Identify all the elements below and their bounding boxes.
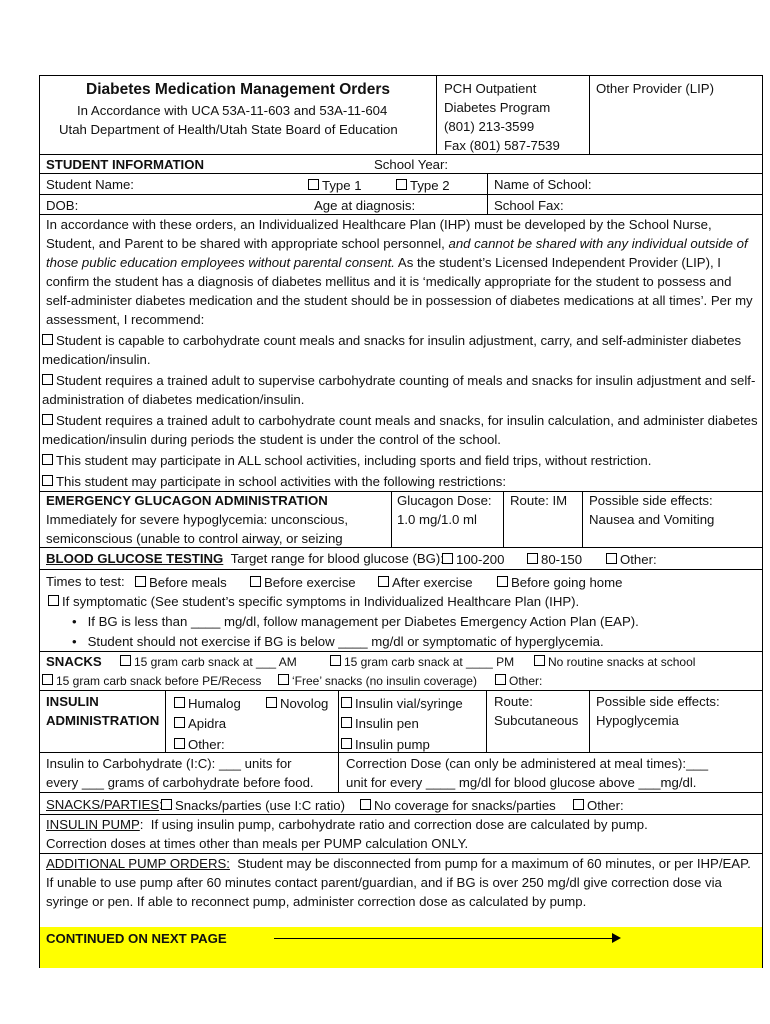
parties-row: SNACKS/PARTIES:	[46, 797, 167, 812]
range-label: Other:	[620, 552, 657, 567]
test-checkbox[interactable]	[497, 576, 508, 587]
divider	[40, 547, 762, 548]
parties-ic-option[interactable]	[161, 796, 345, 815]
type2-option[interactable]	[396, 176, 450, 195]
insulin-type-checkbox[interactable]	[174, 697, 185, 708]
insulin-pump-label: INSULIN PUMP	[46, 817, 140, 832]
snack-label: No routine snacks at school	[548, 655, 696, 669]
pch-line-1: PCH Outpatient	[444, 81, 537, 96]
recommend-option-2[interactable]	[42, 371, 758, 409]
snack-label: 15 gram carb snack before PE/Recess	[56, 674, 262, 688]
insulin-pump-text: If using insulin pump, carbohydrate ratio and correction dose are calculated by pump.	[150, 817, 648, 832]
snack-checkbox[interactable]	[534, 655, 545, 666]
type2-label: Type 2	[410, 178, 450, 193]
parties-checkbox[interactable]	[360, 799, 371, 810]
test-label: Before exercise	[264, 575, 356, 590]
parties-option-label: Other:	[587, 798, 624, 813]
test-checkbox[interactable]	[378, 576, 389, 587]
glucagon-dose: 1.0 mg/1.0 ml	[397, 512, 477, 527]
recommend-option-1[interactable]	[42, 331, 758, 369]
form-subtitle-utah: Utah Department of Health/Utah State Board of Education	[59, 122, 398, 137]
glucagon-route: Route: IM	[510, 493, 568, 508]
snack-am-option[interactable]	[120, 653, 297, 672]
humalog-option[interactable]	[174, 694, 241, 713]
type2-checkbox[interactable]	[396, 179, 407, 190]
option-label: Student is capable to carbohydrate count meals and snacks for insulin adjustment, carry, and self-administer diabetes medication/insulin.	[42, 333, 742, 367]
intro-text-a: In accordance with these orders, an Individualized Healthcare Plan (IHP) must be developed by the School Nurse, Student, and Parent to be shared with appropriate school personnel,	[46, 217, 712, 251]
school-fax-field[interactable]: School Fax:	[494, 198, 564, 213]
divider	[40, 194, 762, 195]
type1-label: Type 1	[322, 178, 362, 193]
vial-option[interactable]	[341, 694, 463, 713]
pch-fax: Fax (801) 587-7539	[444, 138, 560, 153]
snack-label: 15 gram carb snack at ___ AM	[134, 655, 297, 669]
delivery-checkbox[interactable]	[341, 717, 352, 728]
insulin-side-effects: Hypoglycemia	[596, 713, 679, 728]
school-name-field[interactable]: Name of School:	[494, 177, 592, 192]
insulin-type-label: Other:	[188, 737, 225, 752]
range-label: 80-150	[541, 552, 583, 567]
snack-label: 15 gram carb snack at ____ PM	[344, 655, 515, 669]
type1-checkbox[interactable]	[308, 179, 319, 190]
if-symptomatic-option[interactable]	[48, 592, 579, 611]
pch-phone: (801) 213-3599	[444, 119, 535, 134]
delivery-checkbox[interactable]	[341, 697, 352, 708]
divider	[436, 76, 437, 154]
symptomatic-label: If symptomatic (See student’s specific symptoms in Individualized Healthcare Plan (IHP).	[62, 594, 580, 609]
bg-target-label: Target range for blood glucose (BG):	[230, 551, 444, 566]
option-checkbox[interactable]	[42, 475, 53, 486]
glucagon-side-effects: Nausea and Vomiting	[589, 512, 715, 527]
insulin-route-label: Route:	[494, 694, 533, 709]
snack-label: Other:	[509, 674, 543, 688]
additional-pump-label: ADDITIONAL PUMP ORDERS:	[46, 856, 230, 871]
divider	[40, 792, 762, 793]
divider	[486, 690, 487, 752]
student-name-field[interactable]: Student Name:	[46, 177, 134, 192]
dob-field[interactable]: DOB:	[46, 198, 79, 213]
novolog-option[interactable]	[266, 694, 328, 713]
additional-pump-orders	[46, 854, 758, 911]
snack-checkbox[interactable]	[42, 674, 53, 685]
divider	[589, 690, 590, 752]
divider	[165, 690, 166, 752]
insulin-type-label: Novolog	[280, 696, 329, 711]
snack-checkbox[interactable]	[330, 655, 341, 666]
test-before-going-home[interactable]	[497, 573, 622, 592]
ic-ratio-line-1: Insulin to Carbohydrate (I:C): ___ units for	[46, 756, 292, 771]
test-checkbox[interactable]	[135, 576, 146, 587]
correction-dose-line-2: unit for every ____ mg/dl for blood glucose above ___mg/dl.	[346, 775, 697, 790]
option-label: Student requires a trained adult to carbohydrate count meals and snacks, for insulin calculation, and administer diabetes medication/insulin during periods the student is under the control of the school.	[42, 413, 758, 447]
divider	[40, 173, 762, 174]
parties-checkbox[interactable]	[161, 799, 172, 810]
recommend-option-4[interactable]	[42, 451, 758, 470]
divider	[391, 491, 392, 547]
ic-ratio-line-2: every ___ grams of carbohydrate before food.	[46, 775, 314, 790]
test-before-exercise[interactable]	[250, 573, 356, 592]
divider	[338, 690, 339, 752]
insulin-pump-row: INSULIN PUMP: If using insulin pump, carbohydrate ratio and correction dose are calculated by pump.	[46, 817, 648, 832]
intro-paragraph	[46, 215, 758, 329]
delivery-checkbox[interactable]	[341, 738, 352, 749]
option-label: Student requires a trained adult to supervise carbohydrate counting of meals and snacks for insulin adjustment and self-administration of diabetes medication/insulin.	[42, 373, 756, 407]
snacks-heading: SNACKS	[46, 654, 102, 669]
correction-dose-line-1: Correction Dose (can only be administered at meal times):___	[346, 756, 709, 771]
apidra-option[interactable]	[174, 714, 226, 733]
form-subtitle-uca: In Accordance with UCA 53A-11-603 and 53A-11-604	[77, 103, 388, 118]
option-checkbox[interactable]	[42, 454, 53, 465]
option-checkbox[interactable]	[42, 374, 53, 385]
divider	[582, 491, 583, 547]
range-label: 100-200	[456, 552, 505, 567]
bullet-text: If BG is less than ____ mg/dl, follow management per Diabetes Emergency Action Plan (EAP).	[87, 614, 639, 629]
recommend-option-3[interactable]	[42, 411, 758, 449]
snack-checkbox[interactable]	[120, 655, 131, 666]
parties-checkbox[interactable]	[573, 799, 584, 810]
type1-option[interactable]	[308, 176, 362, 195]
snack-pm-option[interactable]	[330, 653, 514, 672]
delivery-label: Insulin vial/syringe	[355, 696, 463, 711]
delivery-label: Insulin pen	[355, 716, 419, 731]
pch-line-2: Diabetes Program	[444, 100, 551, 115]
glucagon-dose-label: Glucagon Dose:	[397, 493, 492, 508]
test-checkbox[interactable]	[250, 576, 261, 587]
option-checkbox[interactable]	[42, 414, 53, 425]
test-before-meals[interactable]	[135, 573, 227, 592]
divider	[40, 651, 762, 652]
intro-text-b: As the student’s Licensed Independent Provider (LIP), I confirm the student has a diagnosis of diabetes mellitus and it is ‘medically appropriate for the student to possess and self-administer diabetes medication and the student should be in possession of diabetes medications at all times’. Per my assessment, I recommend:	[46, 255, 753, 327]
divider	[40, 690, 762, 691]
arrow-line	[274, 938, 614, 939]
continued-label: CONTINUED ON NEXT PAGE	[46, 931, 227, 946]
other-provider-label: Other Provider (LIP)	[596, 81, 714, 96]
insulin-side-effects-label: Possible side effects:	[596, 694, 720, 709]
bg-range-100-200[interactable]	[442, 550, 504, 569]
insulin-type-label: Humalog	[188, 696, 241, 711]
additional-pump-text: Student may be disconnected from pump for a maximum of 60 minutes, or per IHP/EAP. If unable to use pump after 60 minutes contact parent/guardian, and if BG is over 250 mg/dl give correction dose via syringe or pen. If able to reconnect pump, administer correction dose as calculated by pump.	[46, 856, 751, 909]
pen-option[interactable]	[341, 714, 419, 733]
student-info-heading: STUDENT INFORMATION	[46, 157, 204, 172]
insulin-route: Subcutaneous	[494, 713, 579, 728]
arrow-right-icon	[612, 933, 621, 943]
bullet-text: Student should not exercise if BG is below ____ mg/dl or symptomatic of hyperglycemia.	[87, 634, 604, 649]
parties-option-label: Snacks/parties (use I:C ratio)	[175, 798, 346, 813]
parties-option-label: No coverage for snacks/parties	[374, 798, 556, 813]
divider	[589, 76, 590, 154]
range-checkbox[interactable]	[527, 553, 538, 564]
divider	[40, 569, 762, 570]
parties-other-option[interactable]	[573, 796, 624, 815]
snack-pe-option[interactable]	[42, 672, 261, 691]
test-after-exercise[interactable]	[378, 573, 473, 592]
times-to-test-label: Times to test:	[46, 574, 125, 589]
delivery-label: Insulin pump	[355, 737, 430, 752]
insulin-heading-1: INSULIN	[46, 694, 99, 709]
option-checkbox[interactable]	[42, 334, 53, 345]
insulin-type-checkbox[interactable]	[174, 738, 185, 749]
intro-text-italic: and cannot be shared with any individual outside of those public education employees without parental consent.	[46, 236, 748, 270]
snack-checkbox[interactable]	[278, 674, 289, 685]
age-at-diagnosis-field[interactable]: Age at diagnosis:	[314, 198, 416, 213]
glucagon-side-effects-label: Possible side effects:	[589, 493, 713, 508]
no-routine-snacks-option[interactable]	[534, 653, 695, 672]
recommend-option-5[interactable]	[42, 472, 758, 491]
snack-other-option[interactable]	[495, 672, 542, 691]
insulin-type-label: Apidra	[188, 716, 227, 731]
symptomatic-checkbox[interactable]	[48, 595, 59, 606]
bg-bullet-2: • Student should not exercise if BG is below ____ mg/dl or symptomatic of hyperglycemia.	[72, 634, 604, 649]
school-year-field[interactable]: School Year:	[374, 157, 449, 172]
bg-testing-heading: BLOOD GLUCOSE TESTING	[46, 551, 224, 566]
snack-label: ‘Free’ snacks (no insulin coverage)	[292, 674, 477, 688]
test-label: Before going home	[511, 575, 623, 590]
divider	[338, 752, 339, 792]
range-checkbox[interactable]	[606, 553, 617, 564]
range-checkbox[interactable]	[442, 553, 453, 564]
glucagon-desc-1: Immediately for severe hypoglycemia: unconscious,	[46, 512, 348, 527]
test-label: Before meals	[149, 575, 227, 590]
medication-orders-form	[39, 75, 763, 968]
form-title: Diabetes Medication Management Orders	[86, 81, 391, 98]
snack-checkbox[interactable]	[495, 674, 506, 685]
glucagon-desc-2: semiconscious (unable to control airway, or seizing	[46, 531, 343, 546]
insulin-type-checkbox[interactable]	[266, 697, 277, 708]
option-label: This student may participate in ALL school activities, including sports and field trips, without restriction.	[56, 453, 652, 468]
divider	[40, 752, 762, 753]
parties-label: SNACKS/PARTIES	[46, 797, 160, 812]
bg-range-other[interactable]	[606, 550, 657, 569]
insulin-type-checkbox[interactable]	[174, 717, 185, 728]
bg-range-80-150[interactable]	[527, 550, 582, 569]
insulin-pump-text-2: Correction doses at times other than meals per PUMP calculation ONLY.	[46, 836, 469, 851]
insulin-heading-2: ADMINISTRATION	[46, 713, 160, 728]
parties-no-coverage-option[interactable]	[360, 796, 556, 815]
divider	[503, 491, 504, 547]
glucagon-heading: EMERGENCY GLUCAGON ADMINISTRATION	[46, 493, 328, 508]
bg-bullet-1: • If BG is less than ____ mg/dl, follow management per Diabetes Emergency Action Plan (EAP).	[72, 614, 639, 629]
free-snacks-option[interactable]	[278, 672, 477, 691]
test-label: After exercise	[392, 575, 473, 590]
bg-testing-row	[46, 549, 444, 568]
option-label: This student may participate in school activities with the following restrictions:	[56, 474, 507, 489]
